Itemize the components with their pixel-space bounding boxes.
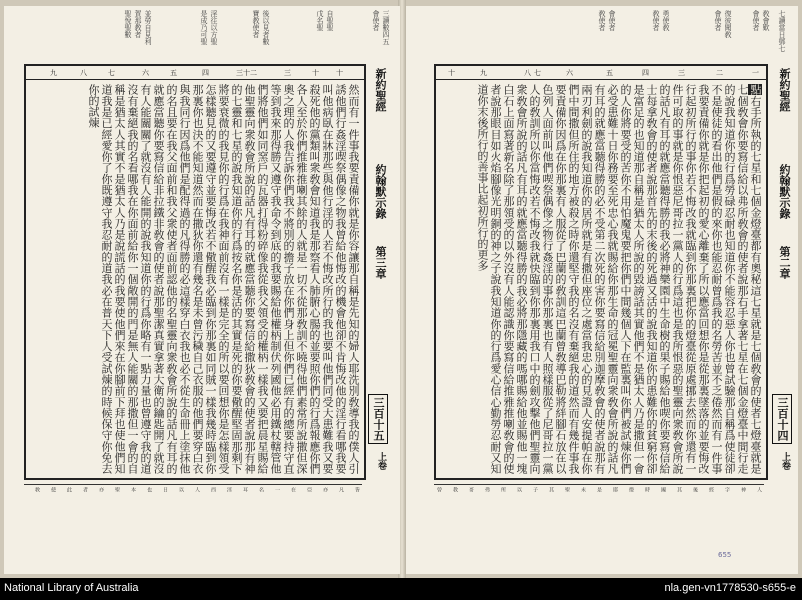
- header-col: 勇使敎: [662, 10, 670, 31]
- header-col: 敎使者: [598, 10, 606, 31]
- column-number: 四: [202, 69, 209, 77]
- footnote-col: 此: [66, 487, 72, 492]
- header-col: 後以見者數: [262, 10, 270, 45]
- footnote-col: 也: [146, 487, 152, 492]
- column-number: 九: [480, 69, 487, 77]
- column-number: 三: [678, 69, 685, 77]
- column-number: 四: [642, 69, 649, 77]
- column-number: 十: [448, 69, 455, 77]
- header-col: 聖悅聖數: [124, 10, 132, 38]
- header-col: 三讀數四五: [382, 10, 390, 45]
- footnote-col: 耶: [612, 487, 618, 492]
- left-header-notes: [14, 10, 390, 60]
- footnote-col: 燈: [628, 487, 634, 492]
- book-name: 約翰默示錄: [778, 164, 791, 219]
- footnote-col: 人: [194, 487, 200, 492]
- column-number: 十: [312, 69, 319, 77]
- header-col: 七讀當日鄧七: [778, 10, 786, 52]
- footnote-col: 亦: [322, 487, 328, 492]
- header-col: 敎使者: [652, 10, 660, 31]
- left-page: [4, 6, 400, 574]
- scripture-body: 然而有一件事我要責備你就是你容讓那自稱是先知的婦人耶洗別敎導我的僕人引誘他們行姦淫喫祭偶像之物我曾給他悔改的機會他卻不肯悔改他的淫行看哪我要叫他病臥在牀那些與他行淫的人若不悔改所行的我也要叫他們同受大患難我又要殺死他的黨類叫衆敎會知道我是那察看人肺腑心腸的並要照你們的行爲報應你們各人至於你們推雅推喇其餘的人就是一切不從那敎訓不曉得他們素常所說撒但深奧之理的人我告訴你們我不將別的擔子放在你們身上但你們已經有的總要持守直等到我來那得勝又遵守我命令到底的我要賜給他權柄制伏列國他必用鐵杖轄管他們將他們如同窯戶的瓦器打得粉碎像我從我父領受的權柄一樣我又要把晨星賜給他聖靈向衆敎會所說的話凡有耳的就應當聽你要寫信給撒狄敎會的使者說那有神的七靈和七星的說我知道你的行爲按名你是活的其實是死的你要儆醒堅固那剩下將要衰微的我見你的行爲在我神面前沒有一樣是完全的所以要回想你是怎樣領受怎樣聽見的又要遵守並要悔改若不儆醒我必臨到你那裏如同賊一樣我幾時臨到你那裏你也決不能知道然而在撒狄你還有幾名是未曾污穢自己衣服的他們要穿白衣與我同行因爲他們是配得過的凡得勝的必這樣穿白衣我也必不從生命冊上塗抹他的名且要在我父面前和我父衆使者面前認他的名聖靈向衆敎會所說的話凡有耳的就應當聽你要寫信給非拉鐵非敎會的使者說那聖潔真實拿著大衛的鑰匙開了就沒有人能關關了就沒有人能開的說我知道你的行爲你略有一點力量也曾遵守我的道沒有棄絕我的名看哪我在你面前給你一個敞開的門是無人能關的那撒但一會的自稱是猶太人其實不是猶太人乃是說謊話的我要使他們來在你腳前下拜也使他們知道我是已經愛你了你既遵守我忍耐的道我必在普天下人受試煉的時候保守你免去你的試煉: [87, 84, 360, 474]
- header-col: 並勞自見利: [144, 10, 152, 45]
- footnote-col: 淫: [226, 487, 232, 492]
- header-col: 寶教使者: [252, 10, 260, 38]
- right-text-frame: [434, 64, 768, 480]
- title: 新約聖經: [374, 68, 387, 112]
- column-number: 十: [336, 69, 343, 77]
- footnote-col: 本: [130, 487, 136, 492]
- column-number: 八: [524, 69, 531, 77]
- header-col: 會使者: [752, 10, 760, 31]
- footnote-col: 國: [660, 487, 666, 492]
- footnote-col: 聖: [114, 487, 120, 492]
- title: 新約聖經: [778, 68, 791, 112]
- page-stamp: 655: [718, 551, 732, 559]
- header-col: 會使者: [372, 10, 380, 31]
- footnote-col: 後: [692, 487, 698, 492]
- footnote-col: 日: [162, 487, 168, 492]
- footnote-col: 哥: [468, 487, 474, 492]
- footnote-col: 其: [548, 487, 554, 492]
- right-running-title: [770, 64, 794, 476]
- volume-label: 上卷: [376, 452, 386, 470]
- chapter: 第三章: [374, 246, 387, 279]
- header-col: 敎會歎: [762, 10, 770, 31]
- footnote-col: 使: [50, 487, 56, 492]
- column-number: 六: [142, 69, 149, 77]
- column-number: 九: [50, 69, 57, 77]
- footnote-col: 時: [644, 487, 650, 492]
- book-name: 約翰默示錄: [374, 164, 387, 219]
- footnote-col: 聖: [564, 487, 570, 492]
- column-number: 三: [284, 69, 291, 77]
- right-page: [404, 6, 798, 574]
- footnote-col: 敎: [34, 487, 40, 492]
- section-mark: 點: [749, 84, 762, 96]
- footnote-col: 人: [756, 487, 762, 492]
- column-number: 五: [170, 69, 177, 77]
- footnote-col: 一: [274, 487, 280, 492]
- footnote-col: 子: [532, 487, 538, 492]
- record-identifier: nla.gen-vn1778530-s655-e: [664, 582, 796, 594]
- column-number: 八: [80, 69, 87, 77]
- left-running-title: [366, 64, 390, 476]
- column-number: 七: [534, 69, 541, 77]
- column-numbers: [26, 66, 364, 80]
- page-number: 三百十五: [368, 394, 388, 444]
- footnote-col: 以: [178, 487, 184, 492]
- footnote-col: 皆: [354, 487, 360, 492]
- column-number: 五: [606, 69, 613, 77]
- footnote-col: 弗: [484, 487, 490, 492]
- page-number: 三百十四: [772, 394, 792, 444]
- volume-label: 上卷: [780, 452, 790, 470]
- right-footnotes: [434, 484, 764, 567]
- column-number: 三十二: [236, 69, 257, 77]
- scripture-body: 右手所執的七星和七個金燈臺都有奧秘這七星就是七個敎會的使者七燈臺就是七個敎會你要寫信給以弗所敎會的使者說那右手拿著七星在七個金燈臺中間行走的說我知道你的行爲勞碌忍耐也知道你不能容忍惡人你也曾試驗那自稱爲使徒卻不是使徒的看出他們是假的來你也能忍耐曾爲我的名勞苦並不乏倦然而有一件事我要責備你就是你把起初的愛心離棄了所以應當回想你是從那裏墜落的並要悔改行起初所行的事你若不悔改我就臨到你那裏把你的燈臺從原處挪去然而你還有一件可取的事就是你恨惡尼哥拉一黨人的行爲這也是我所恨惡的聖靈向衆敎會所說的話凡有耳的就應當聽得勝的我必將神樂園中生命樹的果子賜給他喫你要寫信給士每拿敎會的使者說那首先的末後的死過又活的說我知道你的患難你的貧窮你卻是富足的也知道那自稱是猶太人所說的毀謗話其實他們不是猶太人乃是撒但一會的人你將要受的苦你不用怕魔鬼要把你們中間幾個人下在監裏叫你們被試煉你們必受患難十日你務要至死忠心我就賜給你那生命的冠冕聖靈向衆敎會所說的話凡有耳的就應當聽得勝的必不受第二次死的害你要寫信給別迦摩敎會的使者說那有兩刃利劍的說我知道你的居所就是有撒但座位之處當我忠心的見證人安提帕在你們中間撒但所住的地方被殺之時你還堅守我的名沒有棄絕我的道然而有幾件事我要責備你因爲在你那裏有人服從了巴蘭的敎訓這巴蘭曾敎導巴勒將絆腳石放在以色列人面前叫他們喫祭偶像之物行姦淫的事你那裏也有人照樣服從了尼哥拉一黨人的敎訓所以你當悔改若不悔改我就快臨到你那裏用我口中的劍攻擊他們聖靈向衆敎會所說的話凡有耳的就應當聽得勝的我必將那隱藏的嗎哪賜給他並賜他一塊白石上面寫著新名除了那領受的以外沒有人能認識你要寫信給推雅推喇敎會的使者說那眼目如火焰腳像光明銅的神之子說我知道你的行爲愛心信心勤勞忍耐又知道你末後所行的善事比起初所行的更多: [476, 84, 762, 474]
- footnote-col: 者: [82, 487, 88, 492]
- scripture-text: [30, 84, 360, 474]
- header-col: 復彼聞敎: [724, 10, 732, 38]
- chapter: 第二章: [778, 246, 791, 279]
- header-col: 賀那教者: [134, 10, 142, 38]
- footnote-col: 是: [596, 487, 602, 492]
- footnote-col: 耳: [242, 487, 248, 492]
- footnote-col: 以: [516, 487, 522, 492]
- left-text-frame: [24, 64, 366, 480]
- column-number: 一: [752, 69, 759, 77]
- right-header-notes: [414, 10, 788, 60]
- column-number: 六: [566, 69, 573, 77]
- footnote-col: 曾: [436, 487, 442, 492]
- footnote-col: 亦: [98, 487, 104, 492]
- left-footnotes: [24, 484, 362, 567]
- footnote-col: 凡: [338, 487, 344, 492]
- library-footer: [0, 578, 802, 600]
- footnote-col: 字: [724, 487, 730, 492]
- footnote-col: 所: [500, 487, 506, 492]
- column-number: 七: [108, 69, 115, 77]
- header-col: 淫往以方聖: [210, 10, 218, 45]
- footnote-col: 神: [740, 487, 746, 492]
- header-col: 會使者: [608, 10, 616, 31]
- column-numbers: [436, 66, 766, 80]
- footnote-col: 亞: [306, 487, 312, 492]
- library-name: National Library of Australia: [4, 582, 139, 594]
- footnote-col: 西: [210, 487, 216, 492]
- scripture-text: [440, 84, 762, 474]
- header-col: 戊名聖: [316, 10, 324, 31]
- footnote-col: 其: [676, 487, 682, 492]
- footnote-col: 經: [708, 487, 714, 492]
- header-col: 自聖聖: [326, 10, 334, 31]
- footnote-col: 教: [452, 487, 458, 492]
- header-col: 是成乃可聖: [200, 10, 208, 45]
- header-col: 會使者: [714, 10, 722, 31]
- footnote-col: 在: [290, 487, 296, 492]
- column-number: 二: [716, 69, 723, 77]
- footnote-col: 未: [580, 487, 586, 492]
- footnote-col: 名: [258, 487, 264, 492]
